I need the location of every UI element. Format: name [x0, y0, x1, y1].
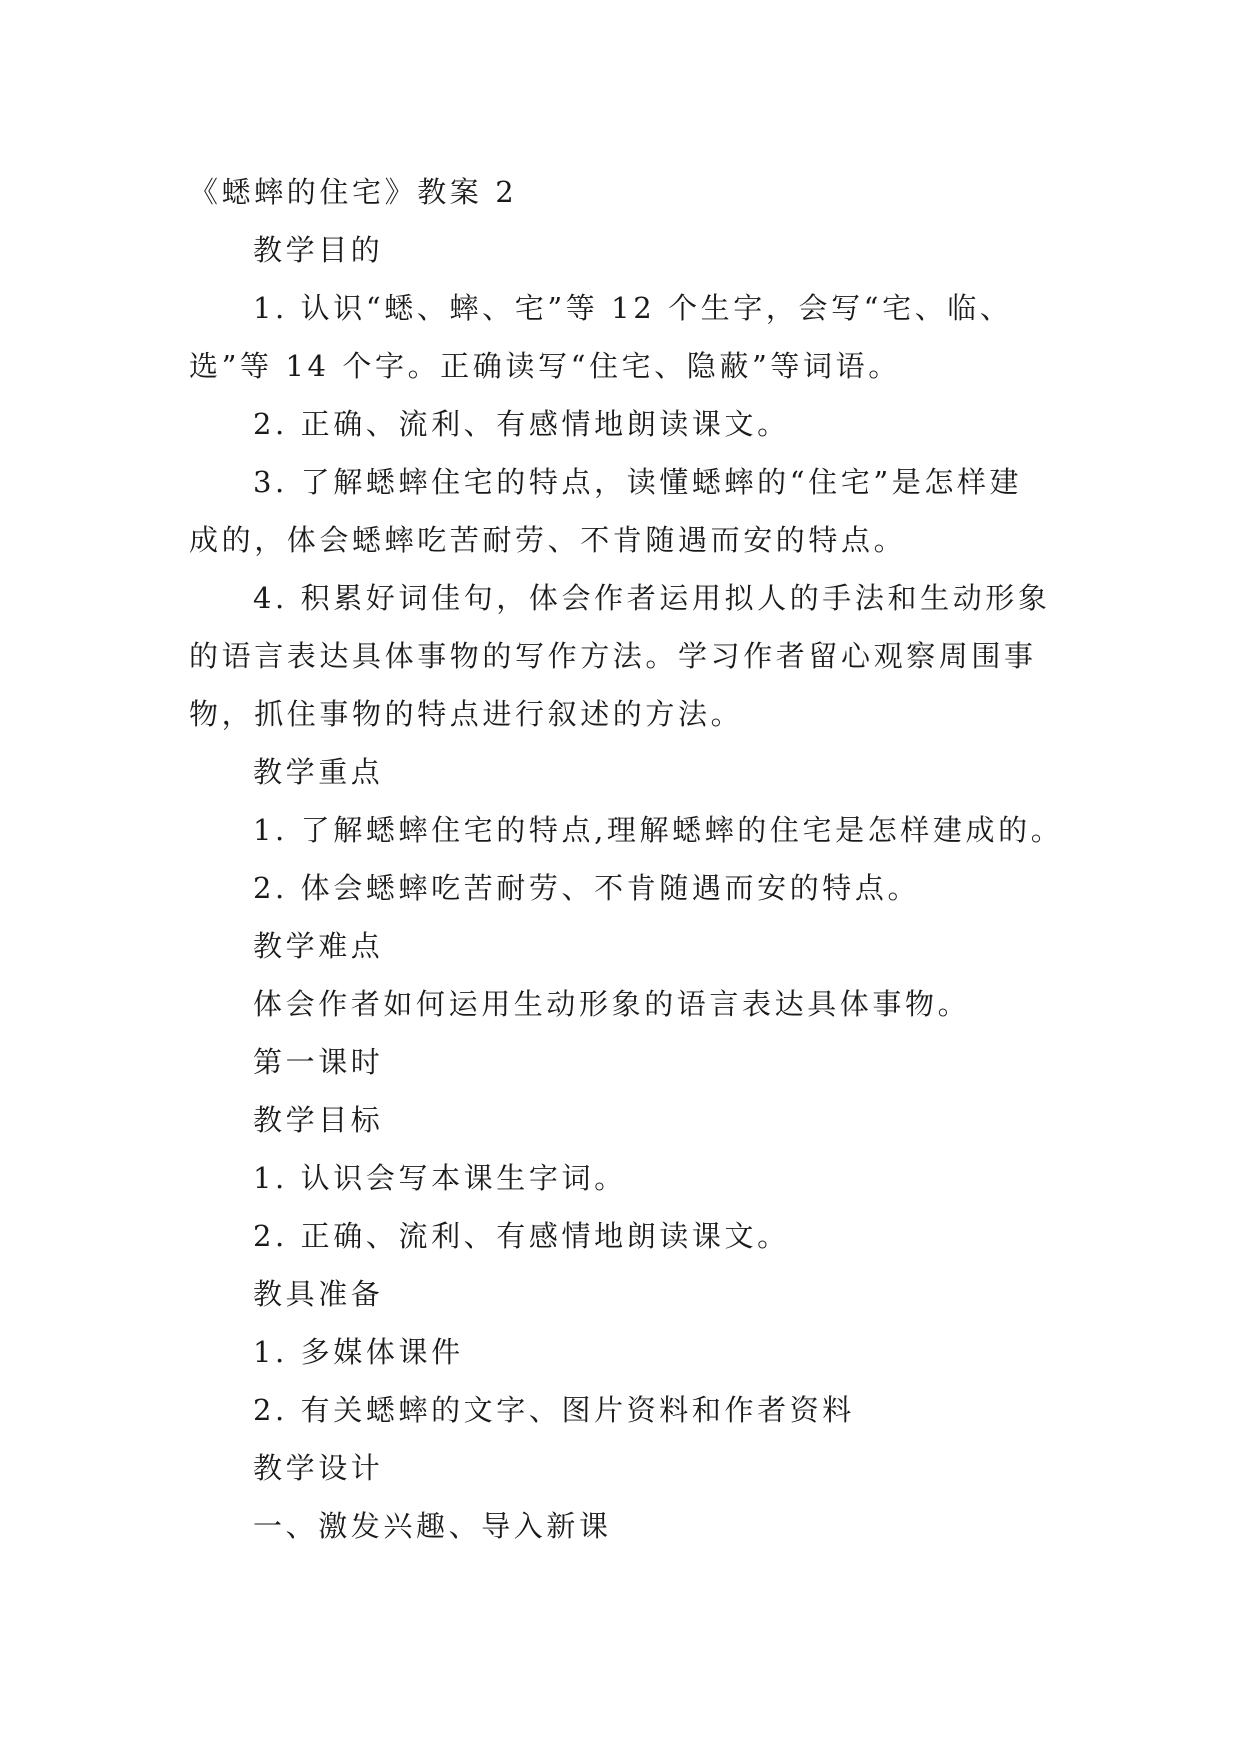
purpose-item-1-continued: 选”等 14 个字。正确读写“住宅、隐蔽”等词语。	[189, 349, 901, 383]
purpose-item-4: 4. 积累好词佳句，体会作者运用拟人的手法和生动形象	[253, 581, 1051, 615]
document-title: 《蟋蟀的住宅》教案 2	[189, 175, 518, 209]
document-body	[189, 163, 1064, 1555]
section-heading-first-lesson: 第一课时	[253, 1045, 384, 1079]
design-step-1: 一、激发兴趣、导入新课	[253, 1509, 612, 1543]
goal-item-2: 2. 正确、流利、有感情地朗读课文。	[253, 1219, 790, 1253]
section-heading-key-points: 教学重点	[253, 755, 384, 789]
purpose-item-3: 3. 了解蟋蟀住宅的特点，读懂蟋蟀的“住宅”是怎样建	[253, 465, 1023, 499]
section-heading-teaching-design: 教学设计	[253, 1451, 384, 1485]
section-heading-teaching-purpose: 教学目的	[253, 233, 384, 267]
material-item-1: 1. 多媒体课件	[253, 1335, 464, 1369]
purpose-item-2: 2. 正确、流利、有感情地朗读课文。	[253, 407, 790, 441]
section-heading-difficulties: 教学难点	[253, 929, 384, 963]
key-point-1: 1. 了解蟋蟀住宅的特点,理解蟋蟀的住宅是怎样建成的。	[253, 813, 1064, 847]
purpose-item-3-continued: 成的，体会蟋蟀吃苦耐劳、不肯随遇而安的特点。	[189, 523, 907, 557]
material-item-2: 2. 有关蟋蟀的文字、图片资料和作者资料	[253, 1393, 855, 1427]
difficulty-text: 体会作者如何运用生动形象的语言表达具体事物。	[253, 987, 971, 1021]
purpose-item-4-continued: 的语言表达具体事物的写作方法。学习作者留心观察周围事	[189, 639, 1037, 673]
goal-item-1: 1. 认识会写本课生字词。	[253, 1161, 627, 1195]
key-point-2: 2. 体会蟋蟀吃苦耐劳、不肯随遇而安的特点。	[253, 871, 921, 905]
section-heading-teaching-goals: 教学目标	[253, 1103, 384, 1137]
purpose-item-4-continued-2: 物，抓住事物的特点进行叙述的方法。	[189, 697, 744, 731]
section-heading-materials: 教具准备	[253, 1277, 384, 1311]
purpose-item-1: 1. 认识“蟋、蟀、宅”等 12 个生字，会写“宅、临、	[253, 291, 1013, 325]
